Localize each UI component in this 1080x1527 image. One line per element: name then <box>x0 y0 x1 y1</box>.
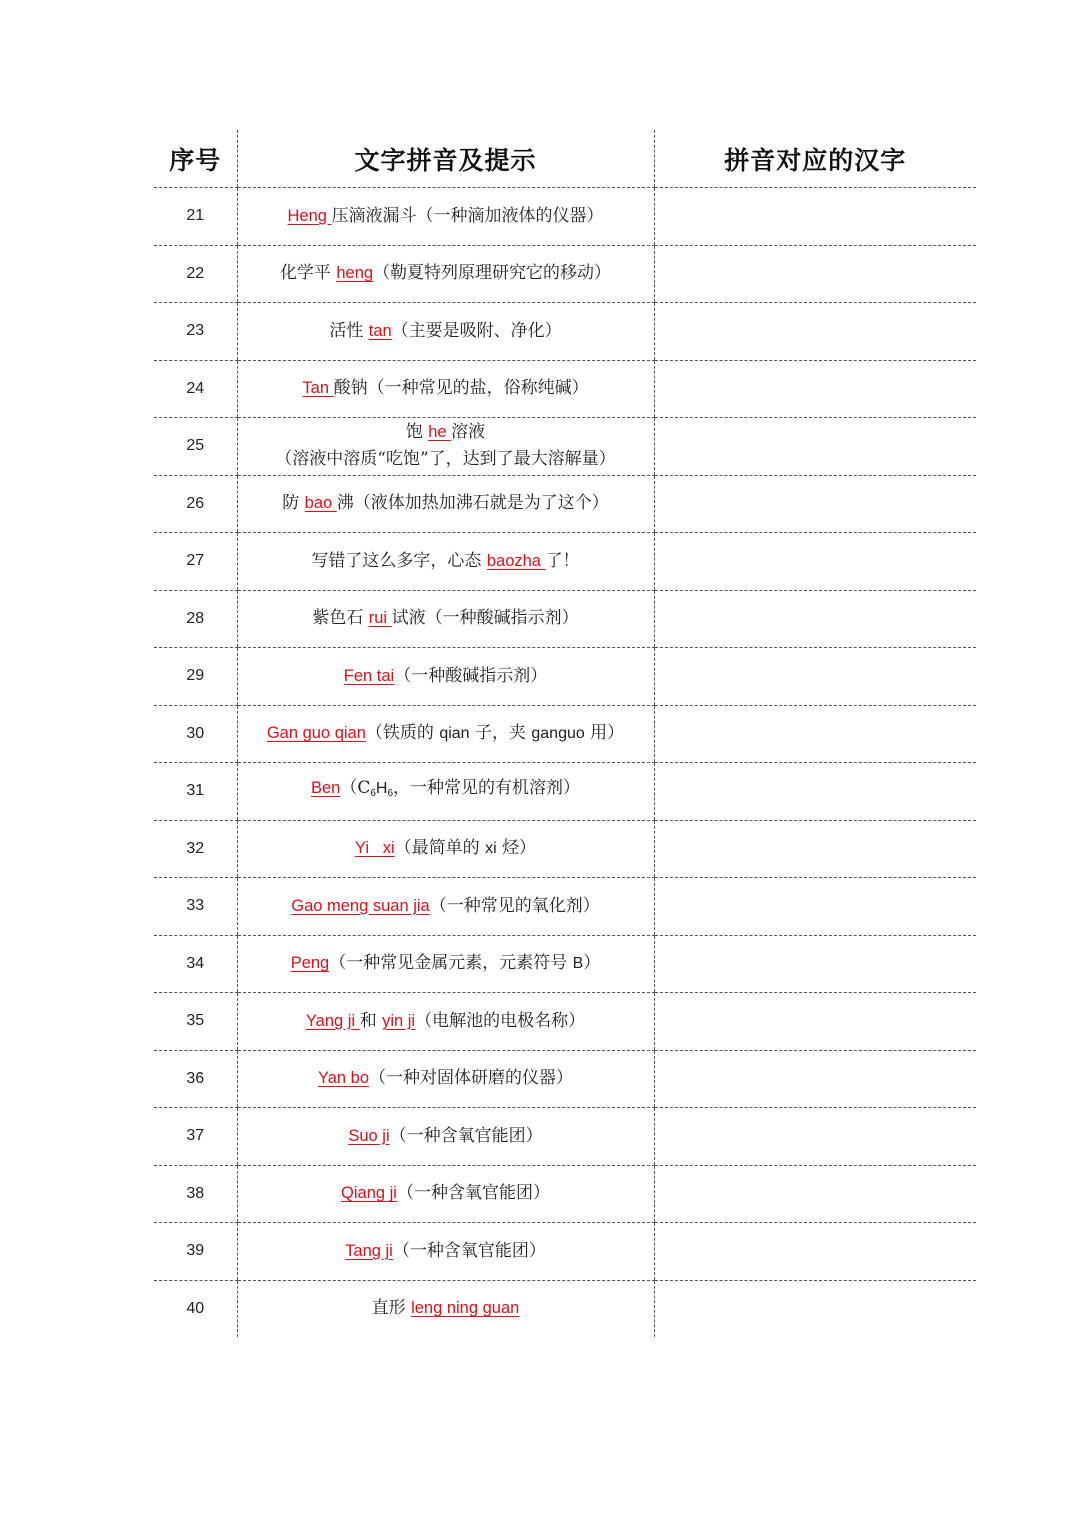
row-number: 37 <box>154 1108 237 1166</box>
table-row <box>154 1223 976 1281</box>
hint-text: 紫色石 <box>312 608 369 629</box>
pinyin-text: rui <box>368 609 392 628</box>
pinyin-text: he <box>428 423 452 442</box>
table-row <box>154 188 976 246</box>
hint-text: 活性 <box>329 320 369 341</box>
hint-text: 了！ <box>545 550 580 571</box>
pinyin-text: leng ning guan <box>411 1299 520 1318</box>
row-hint <box>237 360 654 418</box>
row-hint <box>237 1165 654 1223</box>
hint-text: 烃） <box>496 838 537 859</box>
pinyin-quiz-sheet <box>154 130 976 1337</box>
table-row <box>154 993 976 1051</box>
row-hint <box>237 245 654 303</box>
table-row <box>154 935 976 993</box>
table-row <box>154 820 976 878</box>
row-hint <box>237 1050 654 1108</box>
answer-cell[interactable] <box>654 245 976 303</box>
pinyin-text: Suo ji <box>348 1126 390 1145</box>
row-number: 21 <box>154 188 237 246</box>
hint-text: （铁质的 <box>365 723 440 744</box>
hint-text: （一种含氧官能团） <box>396 1183 550 1204</box>
pinyin-text: heng <box>336 264 374 283</box>
latin-text: B <box>572 955 584 973</box>
table-row <box>154 1050 976 1108</box>
pinyin-text: Yan bo <box>317 1069 370 1088</box>
answer-cell[interactable] <box>654 188 976 246</box>
row-number: 40 <box>186 1299 205 1317</box>
row-hint <box>237 533 654 591</box>
hint-text: 和 <box>359 1010 383 1031</box>
hint-text: （勒夏特列原理研究它的移动） <box>373 263 612 284</box>
answer-cell[interactable] <box>654 993 976 1051</box>
pinyin-quiz-table <box>154 130 976 1337</box>
answer-cell[interactable] <box>654 763 976 821</box>
hint-text: （一种酸碱指示剂） <box>394 665 548 686</box>
answer-cell[interactable] <box>654 418 976 476</box>
hint-text: ，一种常见的有机溶剂） <box>393 778 581 799</box>
latin-text: ganguo <box>531 725 585 743</box>
table-row <box>154 475 976 533</box>
row-number: 31 <box>154 763 237 821</box>
table-row <box>154 533 976 591</box>
row-hint <box>237 935 654 993</box>
hint-text: 溶液 <box>451 422 486 443</box>
pinyin-text: Ben <box>310 779 341 798</box>
table-row <box>154 648 976 706</box>
row-number: 33 <box>154 878 237 936</box>
pinyin-text: Yang ji <box>305 1011 360 1030</box>
pinyin-text: Tang ji <box>345 1241 393 1260</box>
answer-cell[interactable] <box>654 648 976 706</box>
table-row <box>154 1108 976 1166</box>
hint-text: 压滴液漏斗（一种滴加液体的仪器） <box>331 205 604 226</box>
answer-cell[interactable] <box>654 360 976 418</box>
hint-text: 饱 <box>405 422 429 443</box>
answer-cell[interactable] <box>654 820 976 878</box>
hint-text: 酸钠（一种常见的盐，俗称纯碱） <box>333 378 589 399</box>
row-number: 39 <box>154 1223 237 1281</box>
row-hint <box>237 475 654 533</box>
header-number-label: 序号 <box>169 145 222 175</box>
hint-text: 沸（液体加热加沸石就是为了这个） <box>336 493 609 514</box>
hint-text: 直形 <box>371 1298 412 1319</box>
pinyin-text: Gan guo qian <box>266 724 366 743</box>
row-hint <box>237 303 654 361</box>
row-number: 25 <box>154 418 237 476</box>
pinyin-text: Tan <box>302 379 334 398</box>
row-number: 38 <box>154 1165 237 1223</box>
table-row <box>154 705 976 763</box>
row-hint <box>237 1108 654 1166</box>
table-row <box>154 763 976 821</box>
hint-text: （一种含氧官能团） <box>392 1240 546 1261</box>
pinyin-text: baozha <box>486 551 546 570</box>
header-row <box>154 130 976 188</box>
latin-text: qian <box>439 725 470 743</box>
row-hint <box>237 878 654 936</box>
row-number: 24 <box>154 360 237 418</box>
answer-cell[interactable] <box>654 878 976 936</box>
row-number: 29 <box>154 648 237 706</box>
row-number: 30 <box>154 705 237 763</box>
answer-cell[interactable] <box>654 1165 976 1223</box>
table-row <box>154 1165 976 1223</box>
answer-cell[interactable] <box>654 533 976 591</box>
table-row <box>154 245 976 303</box>
hint-text: （一种常见的氧化剂） <box>429 895 600 916</box>
table-row <box>154 1280 976 1337</box>
row-hint <box>237 763 654 821</box>
formula-text: H <box>375 780 388 798</box>
table-row <box>154 878 976 936</box>
hint-text: （主要是吸附、净化） <box>391 320 562 341</box>
pinyin-text: tan <box>368 321 392 340</box>
row-hint <box>237 1223 654 1281</box>
row-number: 23 <box>154 303 237 361</box>
pinyin-text: yin ji <box>382 1011 416 1030</box>
answer-cell[interactable] <box>654 1223 976 1281</box>
row-number: 26 <box>154 475 237 533</box>
table-row <box>154 360 976 418</box>
header-answer-label: 拼音对应的汉字 <box>724 145 907 175</box>
formula-text: （C <box>340 778 371 799</box>
hint-text: （一种常见金属元素，元素符号 <box>329 953 573 974</box>
header-hint-label: 文字拼音及提示 <box>354 145 537 175</box>
row-hint <box>237 188 654 246</box>
hint-text: 子，夹 <box>469 723 532 744</box>
answer-cell[interactable] <box>654 705 976 763</box>
row-hint <box>237 705 654 763</box>
pinyin-text: Fen tai <box>343 666 395 685</box>
hint-text: 写错了这么多字，心态 <box>311 550 487 571</box>
row-number: 36 <box>154 1050 237 1108</box>
row-hint <box>237 993 654 1051</box>
pinyin-text: Yi xi <box>354 839 395 858</box>
hint-text: （一种含氧官能团） <box>389 1125 543 1146</box>
row-number: 34 <box>154 935 237 993</box>
pinyin-text: Peng <box>290 954 330 973</box>
hint-text-line2: （溶液中溶质“吃饱”了，达到了最大溶解量） <box>275 449 616 470</box>
pinyin-text: Qiang ji <box>341 1184 397 1203</box>
answer-cell[interactable] <box>654 475 976 533</box>
row-hint <box>237 590 654 648</box>
row-number: 32 <box>154 820 237 878</box>
hint-text: ） <box>583 953 601 974</box>
answer-cell[interactable] <box>654 1108 976 1166</box>
hint-text: 用） <box>584 723 625 744</box>
hint-text: 化学平 <box>279 263 337 284</box>
row-hint <box>237 820 654 878</box>
row-number: 27 <box>154 533 237 591</box>
row-number: 35 <box>154 993 237 1051</box>
hint-text: 防 <box>282 493 305 514</box>
formula-subscript: 6 <box>387 788 394 800</box>
row-number: 28 <box>154 590 237 648</box>
header-hint <box>237 130 654 188</box>
row-hint <box>237 418 654 476</box>
table-row <box>154 303 976 361</box>
row-hint <box>237 1280 654 1337</box>
table-row <box>154 418 976 476</box>
table-row <box>154 590 976 648</box>
hint-text: 试液（一种酸碱指示剂） <box>391 608 579 629</box>
answer-cell[interactable] <box>654 590 976 648</box>
hint-text: （一种对固体研磨的仪器） <box>369 1068 574 1089</box>
hint-text: （电解池的电极名称） <box>415 1010 586 1031</box>
latin-text: xi <box>485 840 497 858</box>
row-hint <box>237 648 654 706</box>
formula-subscript: 6 <box>370 788 376 800</box>
header-answer <box>654 130 976 188</box>
pinyin-text: Heng <box>287 206 332 225</box>
answer-cell[interactable] <box>654 1050 976 1108</box>
pinyin-text: bao <box>304 494 337 513</box>
pinyin-text: Gao meng suan jia <box>291 896 430 915</box>
answer-cell[interactable] <box>654 303 976 361</box>
hint-text: （最简单的 <box>394 838 486 859</box>
header-number <box>154 130 237 188</box>
answer-cell[interactable] <box>654 1280 976 1337</box>
row-number: 22 <box>154 245 237 303</box>
answer-cell[interactable] <box>654 935 976 993</box>
